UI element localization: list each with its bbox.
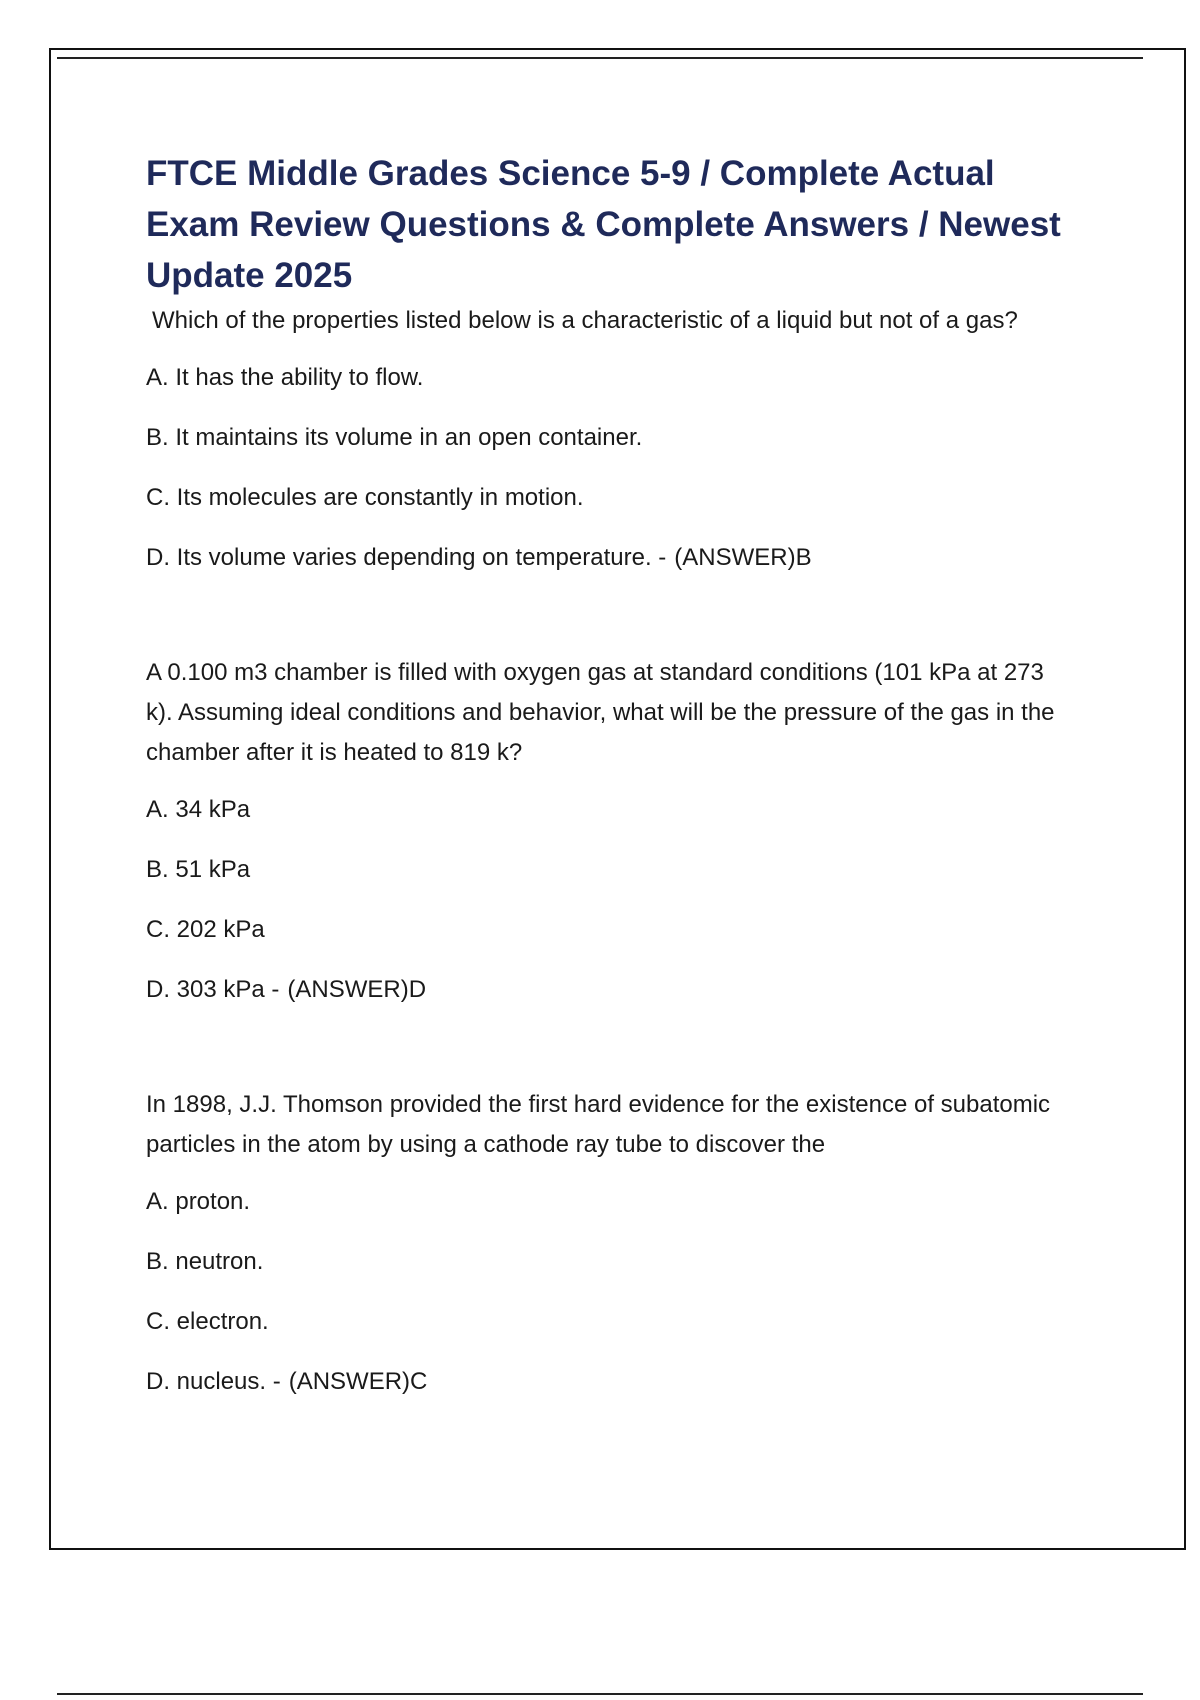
answer-option: B. It maintains its volume in an open container. (146, 424, 643, 451)
document-content (146, 148, 1076, 1397)
answer-option: C. 202 kPa (146, 916, 265, 943)
question-block (146, 301, 1076, 573)
question-prompt: A 0.100 m3 chamber is filled with oxygen gas at standard conditions (101 kPa at 273 k). Assuming ideal conditions and behavior, what will be the pressure of the gas in the chamber after it is heated to 819 k? (146, 659, 1055, 766)
question-prompt: Which of the properties listed below is a characteristic of a liquid but not of a gas? (152, 307, 1018, 334)
answer-option: A. proton. (146, 1188, 251, 1215)
option-text: D. 303 kPa - (146, 976, 280, 1003)
answer-option: A. 34 kPa (146, 796, 251, 823)
bottom-divider (57, 1693, 1143, 1695)
answer-option-with-key (146, 543, 1076, 573)
question-block (146, 653, 1076, 1005)
answer-option: C. electron. (146, 1308, 269, 1335)
option-text: D. Its volume varies depending on temperature. - (146, 544, 667, 571)
question-block (146, 1085, 1076, 1397)
correct-answer: (ANSWER)D (287, 976, 427, 1003)
document-title: FTCE Middle Grades Science 5-9 / Complete Actual Exam Review Questions & Complete Answers / Newest Update 2025 (146, 154, 1061, 295)
answer-option: A. It has the ability to flow. (146, 364, 424, 391)
answer-option-with-key (146, 975, 1076, 1005)
answer-option: C. Its molecules are constantly in motion. (146, 484, 584, 511)
answer-option-with-key (146, 1367, 1076, 1397)
option-text: D. nucleus. - (146, 1368, 281, 1395)
answer-option: B. 51 kPa (146, 856, 251, 883)
answer-option: B. neutron. (146, 1248, 264, 1275)
correct-answer: (ANSWER)C (288, 1368, 428, 1395)
question-prompt: In 1898, J.J. Thomson provided the first hard evidence for the existence of subatomic particles in the atom by using a cathode ray tube to discover the (146, 1091, 1051, 1158)
correct-answer: (ANSWER)B (674, 544, 812, 571)
